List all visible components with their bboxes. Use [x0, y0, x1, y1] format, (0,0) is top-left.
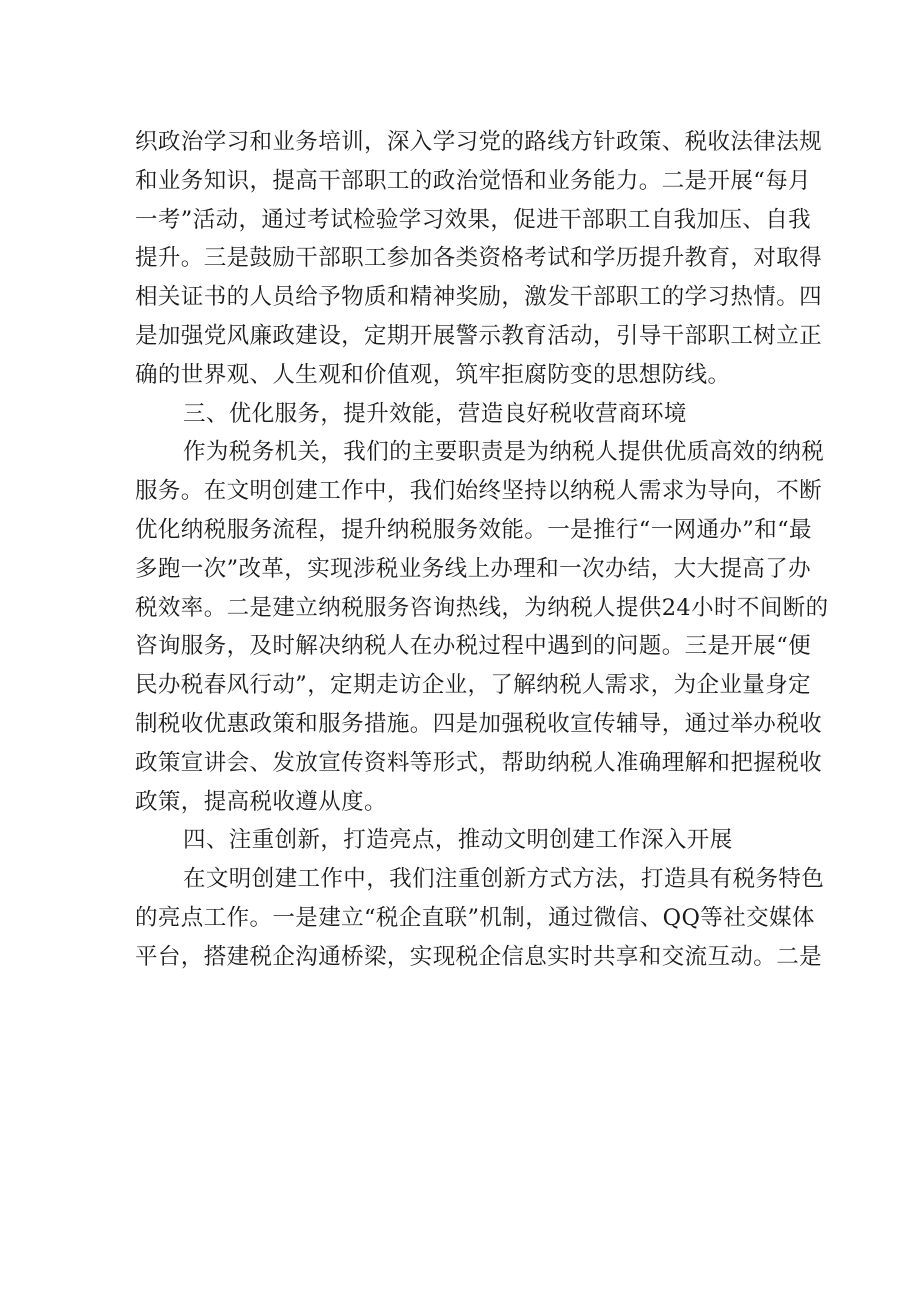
text-line: 一考”活动，通过考试检验学习效果，促进干部职工自我加压、自我 — [135, 206, 812, 233]
text-line: 服务。在文明创建工作中，我们始终坚持以纳税人需求为导向，不断 — [135, 478, 823, 505]
paragraph-study-training — [135, 123, 823, 395]
text-line: 优化纳税服务流程，提升纳税服务效能。一是推行“一网通办”和“最 — [135, 516, 812, 543]
text-line: 提升。三是鼓励干部职工参加各类资格考试和学历提升教育，对取得 — [135, 245, 823, 272]
text-line: 和业务知识，提高干部职工的政治觉悟和业务能力。二是开展“每月 — [135, 167, 812, 194]
text-line: 政策，提高税收遵从度。 — [135, 788, 387, 815]
text-line: 确的世界观、人生观和价值观，筑牢拒腐防变的思想防线。 — [135, 361, 731, 388]
text-line: 的亮点工作。一是建立“税企直联”机制，通过微信、QQ等社交媒体 — [135, 904, 815, 931]
document-body — [135, 123, 829, 977]
text-line: 平台，搭建税企沟通桥梁，实现税企信息实时共享和交流互动。二是 — [135, 943, 823, 970]
text-line: 税效率。二是建立纳税服务咨询热线，为纳税人提供24小时不间断的 — [135, 594, 829, 621]
section-heading-4: 四、注重创新，打造亮点，推动文明创建工作深入开展 — [183, 827, 733, 854]
text-line: 相关证书的人员给予物质和精神奖励，激发干部职工的学习热情。四 — [135, 284, 823, 311]
text-line: 作为税务机关，我们的主要职责是为纳税人提供优质高效的纳税 — [183, 439, 825, 466]
text-line: 政策宣讲会、发放宣传资料等形式，帮助纳税人准确理解和把握税收 — [135, 749, 823, 776]
section-heading-3: 三、优化服务，提升效能，营造良好税收营商环境 — [183, 400, 687, 427]
text-line: 咨询服务，及时解决纳税人在办税过程中遇到的问题。三是开展“便 — [135, 633, 812, 660]
paragraph-innovation — [135, 860, 825, 976]
text-line: 多跑一次”改革，实现涉税业务线上办理和一次办结，大大提高了办 — [135, 555, 812, 582]
paragraph-optimize-service — [135, 433, 829, 821]
text-line: 在文明创建工作中，我们注重创新方式方法，打造具有税务特色 — [183, 866, 825, 893]
text-line: 织政治学习和业务培训，深入学习党的路线方针政策、税收法律法规 — [135, 129, 823, 155]
text-line: 民办税春风行动”，定期走访企业，了解纳税人需求，为企业量身定 — [135, 672, 812, 699]
text-line: 制税收优惠政策和服务措施。四是加强税收宣传辅导，通过举办税收 — [135, 710, 823, 737]
text-line: 是加强党风廉政建设，定期开展警示教育活动，引导干部职工树立正 — [135, 322, 823, 349]
